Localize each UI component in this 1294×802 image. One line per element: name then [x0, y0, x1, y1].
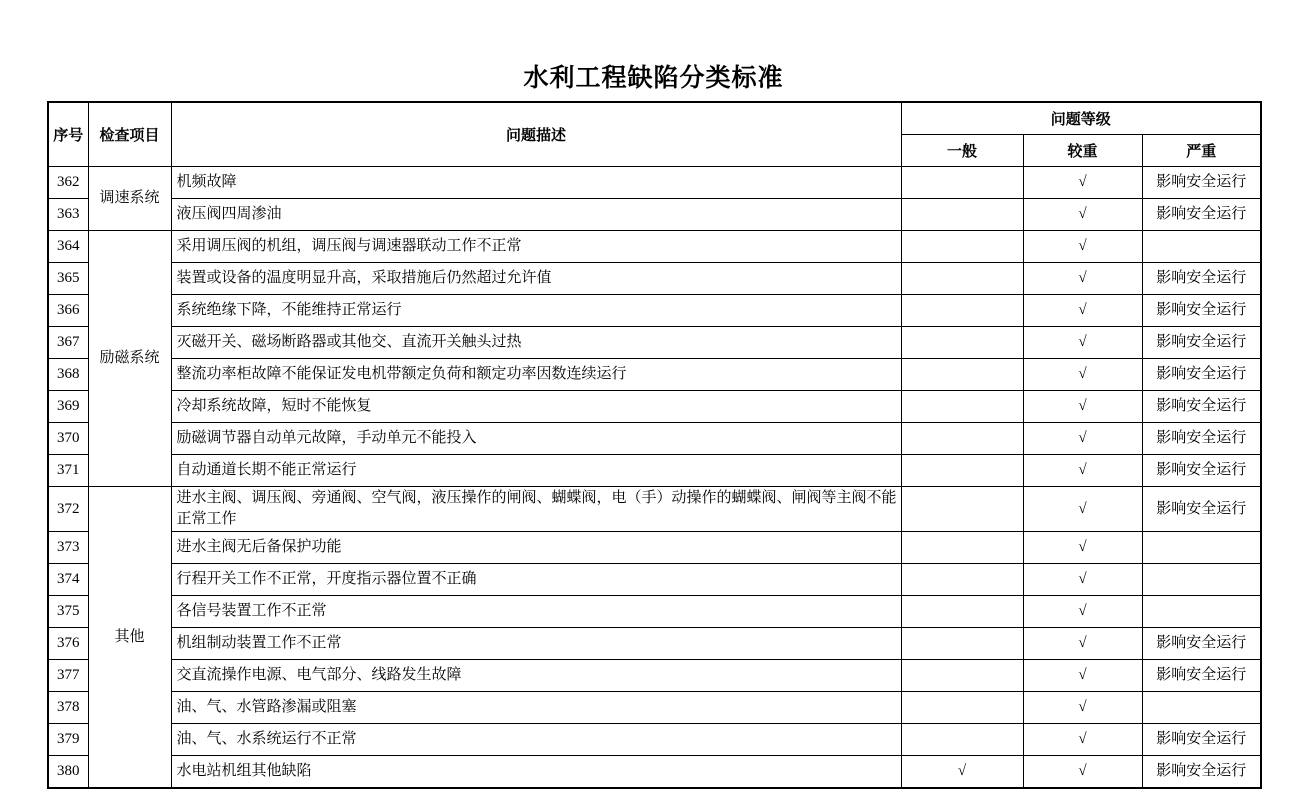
level-severe-cell: 影响安全运行	[1142, 756, 1261, 789]
level-severe-cell	[1142, 532, 1261, 564]
level-general-cell	[901, 327, 1023, 359]
row-index-cell: 371	[48, 455, 88, 487]
level-general-cell	[901, 628, 1023, 660]
level-severe-cell: 影响安全运行	[1142, 391, 1261, 423]
category-cell: 其他	[88, 487, 171, 789]
row-index-cell: 376	[48, 628, 88, 660]
level-moderate-cell: √	[1023, 564, 1142, 596]
level-severe-cell: 影响安全运行	[1142, 724, 1261, 756]
table-row	[48, 532, 1261, 564]
row-index-cell: 370	[48, 423, 88, 455]
level-general-cell	[901, 359, 1023, 391]
row-index-cell: 363	[48, 199, 88, 231]
level-severe-cell	[1142, 564, 1261, 596]
level-general-cell	[901, 724, 1023, 756]
table-row	[48, 487, 1261, 532]
level-general-cell	[901, 167, 1023, 199]
level-general-cell	[901, 295, 1023, 327]
description-cell: 励磁调节器自动单元故障，手动单元不能投入	[171, 423, 901, 455]
level-moderate-cell: √	[1023, 692, 1142, 724]
level-severe-cell: 影响安全运行	[1142, 263, 1261, 295]
level-general-cell	[901, 391, 1023, 423]
table-row	[48, 327, 1261, 359]
level-moderate-cell: √	[1023, 596, 1142, 628]
table-row	[48, 564, 1261, 596]
level-general-cell	[901, 263, 1023, 295]
description-cell: 交直流操作电源、电气部分、线路发生故障	[171, 660, 901, 692]
level-severe-cell	[1142, 692, 1261, 724]
level-moderate-cell: √	[1023, 327, 1142, 359]
description-cell: 行程开关工作不正常，开度指示器位置不正确	[171, 564, 901, 596]
level-severe-cell: 影响安全运行	[1142, 167, 1261, 199]
level-moderate-cell: √	[1023, 391, 1142, 423]
level-general-cell	[901, 596, 1023, 628]
level-severe-cell: 影响安全运行	[1142, 455, 1261, 487]
header-level-severe: 严重	[1142, 135, 1261, 167]
row-index-cell: 373	[48, 532, 88, 564]
table-row	[48, 724, 1261, 756]
description-cell: 系统绝缘下降，不能维持正常运行	[171, 295, 901, 327]
level-severe-cell: 影响安全运行	[1142, 487, 1261, 532]
description-cell: 机组制动装置工作不正常	[171, 628, 901, 660]
header-category: 检查项目	[88, 102, 171, 167]
level-moderate-cell: √	[1023, 359, 1142, 391]
level-general-cell	[901, 660, 1023, 692]
row-index-cell: 367	[48, 327, 88, 359]
table-row	[48, 263, 1261, 295]
level-severe-cell: 影响安全运行	[1142, 327, 1261, 359]
row-index-cell: 379	[48, 724, 88, 756]
description-cell: 各信号装置工作不正常	[171, 596, 901, 628]
table-header	[48, 102, 1261, 167]
page-title: 水利工程缺陷分类标准	[523, 64, 784, 92]
description-cell: 油、气、水管路渗漏或阻塞	[171, 692, 901, 724]
header-level-general: 一般	[901, 135, 1023, 167]
description-cell: 采用调压阀的机组，调压阀与调速器联动工作不正常	[171, 231, 901, 263]
table-row	[48, 359, 1261, 391]
row-index-cell: 377	[48, 660, 88, 692]
description-cell: 进水主阀无后备保护功能	[171, 532, 901, 564]
level-general-cell	[901, 423, 1023, 455]
row-index-cell: 366	[48, 295, 88, 327]
level-moderate-cell: √	[1023, 199, 1142, 231]
row-index-cell: 375	[48, 596, 88, 628]
table-row	[48, 231, 1261, 263]
level-moderate-cell: √	[1023, 231, 1142, 263]
table-row	[48, 756, 1261, 789]
table-row	[48, 628, 1261, 660]
level-moderate-cell: √	[1023, 423, 1142, 455]
level-moderate-cell: √	[1023, 295, 1142, 327]
level-severe-cell: 影响安全运行	[1142, 295, 1261, 327]
table-row	[48, 167, 1261, 199]
category-cell: 励磁系统	[88, 231, 171, 487]
description-cell: 机频故障	[171, 167, 901, 199]
row-index-cell: 374	[48, 564, 88, 596]
level-general-cell	[901, 231, 1023, 263]
level-moderate-cell: √	[1023, 532, 1142, 564]
header-level-group: 问题等级	[901, 102, 1261, 135]
level-general-cell: √	[901, 756, 1023, 789]
level-moderate-cell: √	[1023, 756, 1142, 789]
table-row	[48, 423, 1261, 455]
level-moderate-cell: √	[1023, 724, 1142, 756]
level-general-cell	[901, 532, 1023, 564]
level-moderate-cell: √	[1023, 487, 1142, 532]
document-body	[47, 0, 1260, 789]
row-index-cell: 368	[48, 359, 88, 391]
table-row	[48, 692, 1261, 724]
header-row-1	[48, 102, 1261, 135]
description-cell: 油、气、水系统运行不正常	[171, 724, 901, 756]
description-cell: 进水主阀、调压阀、旁通阀、空气阀，液压操作的闸阀、蝴蝶阀，电（手）动操作的蝴蝶阀、闸阀等主阀不能正常工作	[171, 487, 901, 532]
table-row	[48, 295, 1261, 327]
description-cell: 水电站机组其他缺陷	[171, 756, 901, 789]
description-cell: 冷却系统故障，短时不能恢复	[171, 391, 901, 423]
header-index: 序号	[48, 102, 88, 167]
level-severe-cell	[1142, 596, 1261, 628]
description-cell: 装置或设备的温度明显升高，采取措施后仍然超过允许值	[171, 263, 901, 295]
row-index-cell: 369	[48, 391, 88, 423]
level-severe-cell: 影响安全运行	[1142, 199, 1261, 231]
level-moderate-cell: √	[1023, 628, 1142, 660]
level-general-cell	[901, 564, 1023, 596]
row-index-cell: 372	[48, 487, 88, 532]
level-general-cell	[901, 199, 1023, 231]
level-general-cell	[901, 487, 1023, 532]
row-index-cell: 365	[48, 263, 88, 295]
table-row	[48, 660, 1261, 692]
table-body	[48, 167, 1261, 789]
row-index-cell: 362	[48, 167, 88, 199]
header-description: 问题描述	[171, 102, 901, 167]
description-cell: 整流功率柜故障不能保证发电机带额定负荷和额定功率因数连续运行	[171, 359, 901, 391]
table-row	[48, 455, 1261, 487]
table-row	[48, 391, 1261, 423]
description-cell: 液压阀四周渗油	[171, 199, 901, 231]
level-moderate-cell: √	[1023, 660, 1142, 692]
level-severe-cell	[1142, 231, 1261, 263]
category-cell: 调速系统	[88, 167, 171, 231]
description-cell: 灭磁开关、磁场断路器或其他交、直流开关触头过热	[171, 327, 901, 359]
table-row	[48, 596, 1261, 628]
level-severe-cell: 影响安全运行	[1142, 359, 1261, 391]
level-moderate-cell: √	[1023, 263, 1142, 295]
level-severe-cell: 影响安全运行	[1142, 423, 1261, 455]
row-index-cell: 364	[48, 231, 88, 263]
level-severe-cell: 影响安全运行	[1142, 628, 1261, 660]
row-index-cell: 378	[48, 692, 88, 724]
table-row	[48, 199, 1261, 231]
level-severe-cell: 影响安全运行	[1142, 660, 1261, 692]
row-index-cell: 380	[48, 756, 88, 789]
description-cell: 自动通道长期不能正常运行	[171, 455, 901, 487]
header-level-moderate: 较重	[1023, 135, 1142, 167]
level-general-cell	[901, 692, 1023, 724]
level-moderate-cell: √	[1023, 455, 1142, 487]
defect-classification-table	[47, 101, 1262, 789]
level-general-cell	[901, 455, 1023, 487]
level-moderate-cell: √	[1023, 167, 1142, 199]
